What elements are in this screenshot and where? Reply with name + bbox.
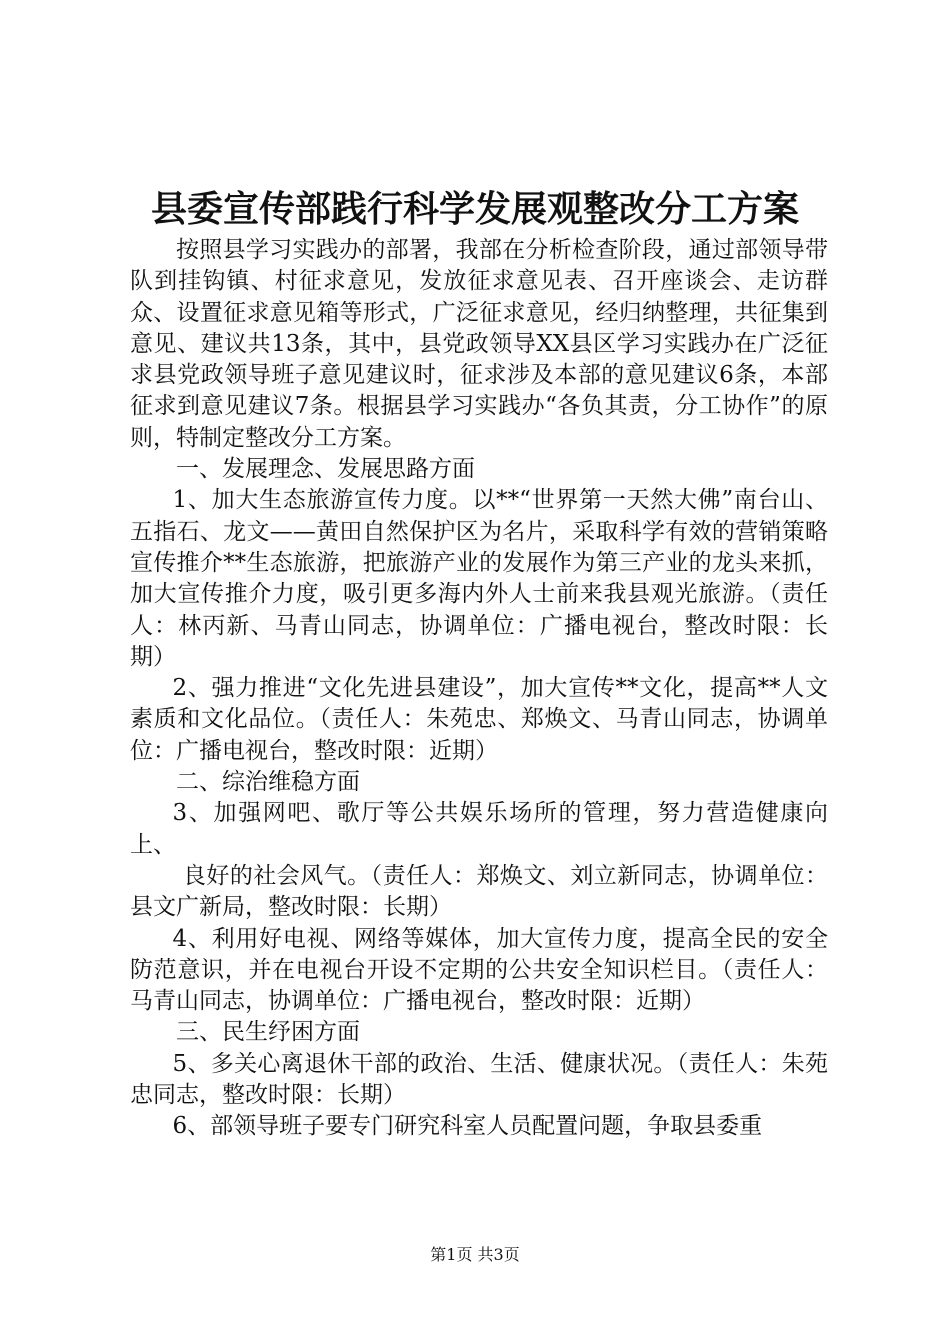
item-paragraph-5: 5、多关心离退休干部的政治、生活、健康状况。（责任人：朱苑忠同志，整改时限：长期） [130, 1050, 828, 1109]
item-paragraph-3-continued: 良好的社会风气。（责任人：郑焕文、刘立新同志，协调单位：县文广新局，整改时限：长期） [130, 862, 828, 921]
section-heading-2: 二、综治维稳方面 [176, 769, 360, 796]
document-title: 县委宣传部践行科学发展观整改分工方案 [150, 188, 799, 230]
item-paragraph-6: 6、部领导班子要专门研究科室人员配置问题，争取县委重 [172, 1113, 763, 1140]
item-paragraph-1: 1、加大生态旅游宣传力度。以**“世界第一天然大佛”南台山、五指石、龙文——黄田自然保护区为名片，采取科学有效的营销策略宣传推介**生态旅游，把旅游产业的发展作为第三产业的龙头来抓，加大宣传推介力度，吸引更多海内外人士前来我县观光旅游。（责任人：林丙新、马青山同志，协调单位：广播电视台，整改时限：长期） [130, 487, 828, 670]
intro-paragraph: 按照县学习实践办的部署，我部在分析检查阶段，通过部领导带队到挂钩镇、村征求意见，发放征求意见表、召开座谈会、走访群众、设置征求意见箱等形式，广泛征求意见，经归纳整理，共征集到意见、建议共13条，其中，县党政领导XX县区学习实践办在广泛征求县党政领导班子意见建议时，征求涉及本部的意见建议6条，本部征求到意见建议7条。根据县学习实践办“各负其责，分工协作”的原则，特制定整改分工方案。 [130, 237, 828, 451]
section-heading-1: 一、发展理念、发展思路方面 [176, 456, 475, 483]
item-paragraph-4: 4、利用好电视、网络等媒体，加大宣传力度，提高全民的安全防范意识，并在电视台开设不定期的公共安全知识栏目。（责任人：马青山同志，协调单位：广播电视台，整改时限：近期） [130, 925, 828, 1015]
page-footer: 第1页 共3页 [430, 1245, 520, 1264]
item-paragraph-3: 3、加强网吧、歌厅等公共娱乐场所的管理，努力营造健康向上、 [130, 800, 828, 858]
document-body [130, 235, 828, 1143]
item-paragraph-2: 2、强力推进“文化先进县建设”，加大宣传**文化，提高**人文素质和文化品位。（责任人：朱苑忠、郑焕文、马青山同志，协调单位：广播电视台，整改时限：近期） [130, 675, 828, 764]
section-heading-3: 三、民生纾困方面 [176, 1019, 360, 1046]
